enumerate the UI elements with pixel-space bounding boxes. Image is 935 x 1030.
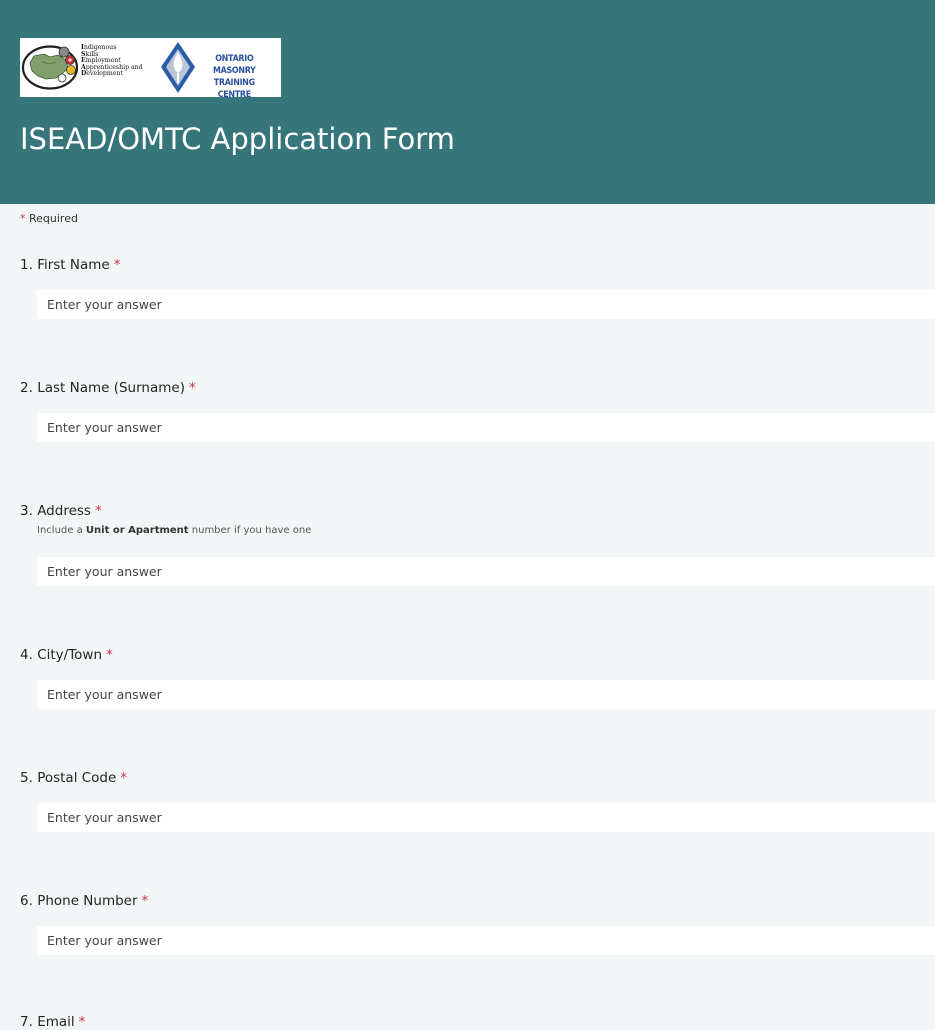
required-asterisk: *	[94, 503, 102, 519]
city-town-input[interactable]	[37, 680, 935, 709]
question-number: 5.	[20, 770, 33, 786]
question-text: Phone Number	[37, 893, 138, 909]
required-note	[20, 212, 78, 225]
required-asterisk: *	[78, 1014, 86, 1030]
required-asterisk: *	[188, 380, 196, 396]
question-label	[20, 503, 102, 519]
address-input[interactable]	[37, 557, 935, 586]
last-name-input[interactable]	[37, 413, 935, 442]
first-name-input[interactable]	[37, 290, 935, 319]
phone-number-input[interactable]	[37, 926, 935, 955]
required-asterisk: *	[20, 212, 26, 225]
required-asterisk: *	[120, 770, 128, 786]
isead-logo-text: Indigenous Skills Employment Apprenticeship and Development	[81, 44, 143, 78]
required-asterisk: *	[113, 257, 121, 273]
required-asterisk: *	[141, 893, 149, 909]
question-number: 2.	[20, 380, 33, 396]
question-text: Last Name (Surname)	[37, 380, 185, 396]
required-asterisk: *	[106, 647, 113, 663]
question-label	[20, 1014, 85, 1030]
omtc-trowel-icon	[160, 41, 196, 94]
question-text: Email	[37, 1014, 75, 1030]
question-number: 7.	[20, 1014, 33, 1030]
page-title: ISEAD/OMTC Application Form	[20, 122, 455, 156]
question-number: 6.	[20, 893, 33, 909]
question-text: Postal Code	[37, 770, 117, 786]
question-label	[20, 893, 148, 909]
question-label	[20, 257, 120, 273]
question-text: First Name	[37, 257, 110, 273]
question-text: Address	[37, 503, 91, 519]
postal-code-input[interactable]	[37, 803, 935, 832]
question-label	[20, 380, 196, 396]
question-number: 4.	[20, 647, 33, 663]
question-label	[20, 770, 127, 786]
question-number: 3.	[20, 503, 33, 519]
question-text: City/Town	[37, 647, 103, 663]
form-header	[0, 0, 935, 204]
question-number: 1.	[20, 257, 33, 273]
omtc-logo-text: ONTARIO MASONRY TRAINING CENTRE	[212, 54, 256, 97]
question-label	[20, 647, 113, 663]
required-note-text: Required	[29, 212, 78, 225]
header-logo	[20, 38, 281, 97]
question-hint: Include a Unit or Apartment number if you have one	[37, 525, 312, 536]
